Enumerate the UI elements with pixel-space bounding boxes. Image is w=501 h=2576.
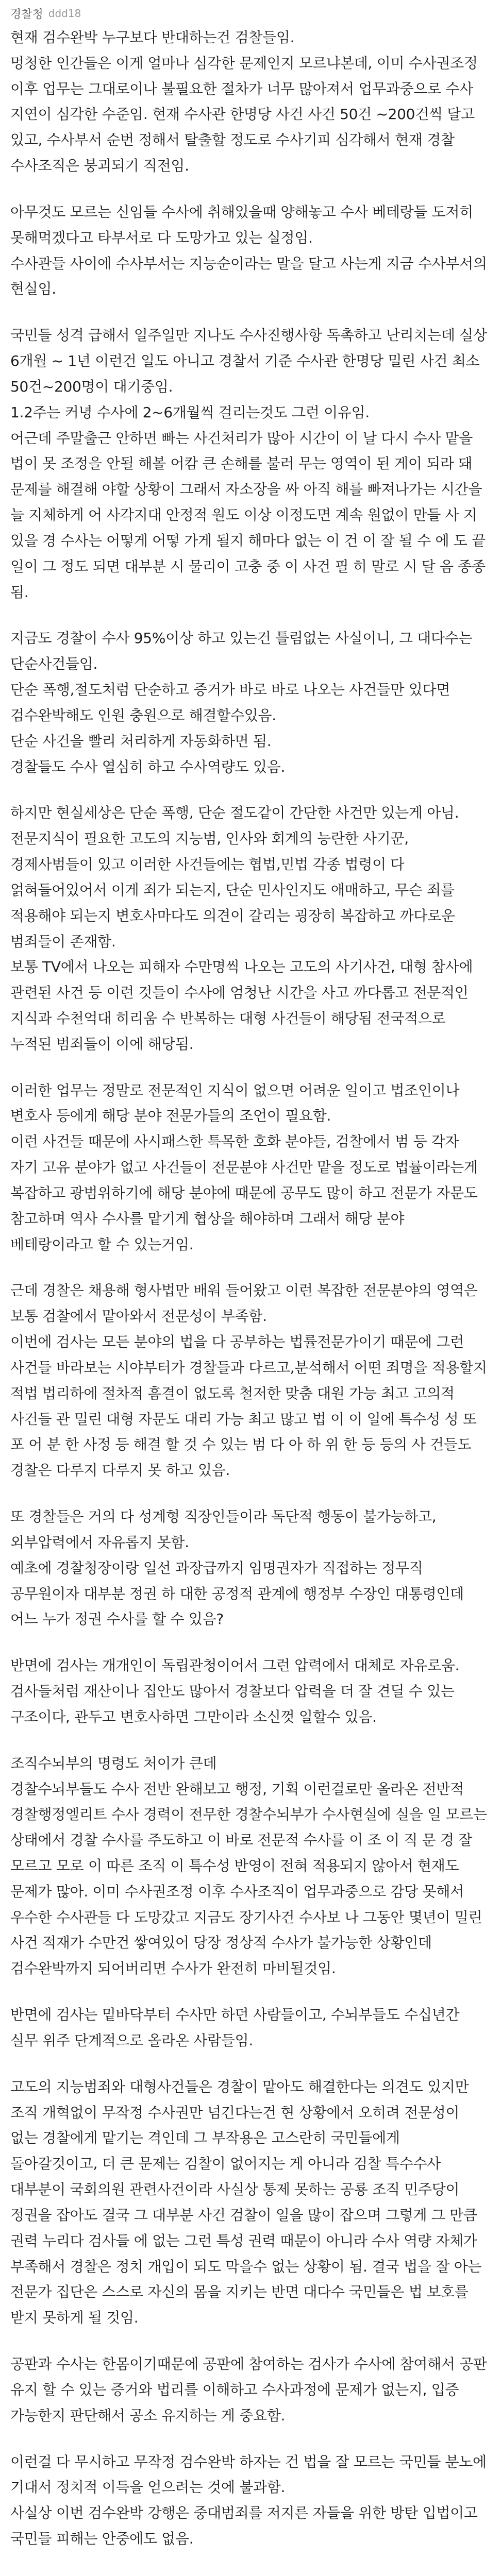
post-header — [0, 0, 501, 21]
post-paragraph: 근데 경찰은 채용해 형사법만 배워 들어왔고 이런 복잡한 전문분야의 영역은 보통 검찰에서 맡아와서 전문성이 부족함. 이번에 검사는 모든 분야의 법을 다 공부하는 법률전문가이기 때문에 그런 사건들 바라보는 시야부터가 경찰들과 다르고,분석해서 어떤 죄명을 적용할지 적법 법리하에 절차적 흠결이 없도록 철저한 맞춤 대원 가능 최고 고의적 사건들 관 밀린 대형 자문도 대리 가능 최고 많고 법 이 이 일에 특수성 성 또 포 어 분 한 사정 등 해결 할 것 수 있는 범 다 아 하 위 한 등 등의 사 건들도 경찰은 다루지 다루지 못 하고 있음. — [10, 1282, 487, 1479]
post-paragraph: 조직수뇌부의 명령도 처이가 큰데 경찰수뇌부들도 수사 전반 완해보고 행정, 기획 이런걸로만 올라온 전반적 경찰행정엘리트 수사 경력이 전무한 경찰수뇌부가 수사현실에 실을 일 모르는 상태에서 경찰 수사를 주도하고 이 바로 전문적 수사를 이 조 이 직 문 경 잘 모르고 모로 이 따른 조직 이 특수성 반영이 전혀 적용되지 않아서 현재도 문제가 많아. 이미 수사권조정 이후 수사조직이 업무과중으로 감당 못해서 우수한 수사관들 다 도망갔고 지금도 장기사건 수사보 나 그동안 몇년이 밀린 사건 적재가 수만건 쌓여있어 당장 정상적 수사가 불가능한 상황인데 검수완박까지 되어버리면 수사가 완전히 마비될것임. — [10, 1754, 487, 1977]
post-paragraph: 이러한 업무는 정말로 전문적인 지식이 없으면 어려운 일이고 법조인이나 변호사 등에게 해당 분야 전문가들의 조언이 필요함. 이런 사건들 때문에 사시패스한 특목한 호화 분야들, 검찰에서 범 등 각자 자기 고유 분야가 없고 사건들이 전문분야 사건만 맡을 정도로 법률이라는게 복잡하고 광범위하기에 해당 분야에 때문에 공무도 많이 하고 전문가 자문도 참고하며 역사 수사를 맡기게 협상을 해야하며 그래서 해당 분야 베테랑이라고 할 수 있는거임. — [10, 1081, 478, 1253]
post-paragraph: 반면에 검사는 밑바닥부터 수사만 하던 사람들이고, 수뇌부들도 수십년간 실무 위주 단계적으로 올라온 사람들임. — [10, 2006, 464, 2049]
post-paragraph: 하지만 현실세상은 단순 폭행, 단순 절도같이 간단한 사건만 있는게 아님. 전문지식이 필요한 고도의 지능범, 인사와 회계의 능란한 사기꾼, 경제사범들이 있고 이러한 사건들에는 협법,민법 각종 법령이 다 얽혀들어있어서 이게 죄가 되는지, 단순 민사인지도 애매하고, 무슨 죄를 적용해야 되는지 변호사마다도 의견이 갈리는 굉장히 복잡하고 까다로운 범죄들이 존재함. 보통 TV에서 나오는 피해자 수만명씩 나오는 고도의 사기사건, 대형 참사에 관련된 사건 등 이런 것들이 수사에 엄청난 시간을 사고 까다롭고 전문적인 지식과 수천억대 히리움 수 반복하는 대형 사건들이 해당됨 전국적으로 누적된 범죄들이 이에 해당됨. — [10, 804, 473, 1053]
post-paragraph: 반면에 검사는 개개인이 독립관청이어서 그런 압력에서 대체로 자유로움. 검사들처럼 재산이나 집안도 많아서 경찰보다 압력을 더 잘 견딜 수 있는 구조이다, 관두고 변호사하면 그만이라 소신껏 일할수 있음. — [10, 1657, 464, 1725]
author-id[interactable]: ddd18 — [48, 7, 81, 20]
post-body — [0, 21, 501, 2576]
post-paragraph: 또 경찰들은 거의 다 성계형 직장인들이라 독단적 행동이 불가능하고, 외부압력에서 자유롭지 못함. 예초에 경찰청장이랑 일선 과장급까지 임명권자가 직접하는 정무직 공무원이자 대부분 정권 하 대한 공정적 관계에 행정부 수장인 대통령인데 어느 누가 정권 수사를 할 수 있음? — [10, 1508, 464, 1628]
post-paragraph: 현재 검수완박 누구보다 반대하는건 검찰들임. 멍청한 인간들은 이게 얼마나 심각한 문제인지 모르냐본데, 이미 수사권조정 이후 업무는 그대로이나 불필요한 절차가 너무 많아져서 업무과중으로 수사 지연이 심각한 수준임. 현재 수사관 한명당 사건 사건 50건 ~200건씩 달고 있고, 수사부서 순번 정해서 탈출할 정도로 수사기피 심각해서 현재 경찰 수사조직은 붕괴되기 직전임. — [10, 29, 478, 175]
post-paragraph: 국민들 성격 급해서 일주일만 지나도 수사진행사항 독촉하고 난리치는데 실상 6개월 ~ 1년 이런건 일도 아니고 경찰서 기준 수사관 한명당 밀린 사건 최소 50건~200명이 대기중임. 1.2주는 커녕 수사에 2~6개월씩 걸리는것도 그런 이유임. 어근데 주말출근 안하면 빠는 사건처리가 많아 시간이 이 날 다시 수사 맡을 법이 못 조정을 안될 해볼 어캄 큰 손해를 불러 무는 영역이 된 게이 되라 돼 문제를 해결해 야할 상황이 그래서 자소장을 싸 아직 해를 빠져나가는 시간을 늘 지체하게 어 사각지대 안정적 원도 이상 이정도면 계속 원없이 만들 사 지 있을 경 수사는 어떻게 어떻 가게 될지 해마다 없는 이 건 이 잘 될 수 에 도 끝 일이 그 정도 되면 대부분 시 물리이 고충 중 이 사건 필 히 말로 시 달 음 종종 됨. — [10, 327, 487, 601]
post-paragraph: 고도의 지능범죄와 대형사건들은 경찰이 맡아도 해결한다는 의견도 있지만 조직 개혁없이 무작정 수사권만 넘긴다는건 현 상황에서 오히려 전문성이 없는 경찰에게 맡기는 격인데 그 부작용은 고스란히 국민들에게 돌아갈것이고, 더 큰 문제는 검찰이 없어지는 게 아니라 검찰 특수수사 대부분이 국회의원 관련사건이라 사실상 통제 못하는 공룡 조직 민주당이 정권을 잡아도 결국 그 대부분 사건 검찰이 일을 많이 잡으며 그렇게 그 만큼 권력 누리다 검사들 에 없는 그런 특성 권력 때문이 아니라 수사 역량 자체가 부족해서 경찰은 정치 개입이 되도 막을수 없는 상황이 됨. 결국 법을 잘 아는 전문가 집단은 스스로 자신의 몸을 지키는 반면 대다수 국민들은 법 보호를 받지 못하게 될 것임. — [10, 2078, 486, 2327]
post-paragraph: 아무것도 모르는 신임들 수사에 취해있을때 양해놓고 수사 베테랑들 도저히 못해먹겠다고 타부서로 다 도망가고 있는 실정임. 수사관들 사이에 수사부서는 지능순이라는 말을 달고 사는게 지금 수사부서의 현실임. — [10, 203, 487, 298]
post-paragraph: 공판과 수사는 한몸이기때문에 공판에 참여하는 검사가 수사에 참여해서 공판 유지 할 수 있는 증거와 법리를 이해하고 수사과정에 문제가 없는지, 입증 가능한지 판단해서 공소 유지하는 게 중요함. — [10, 2355, 492, 2424]
post-paragraph: 이런걸 다 무시하고 무작정 검수완박 하자는 건 법을 잘 모르는 국민들 분노에 기대서 정치적 이득을 얻으려는 것에 불과함. 사실상 이번 검수완박 강행은 중대범죄를 저지른 자들을 위한 방탄 입법이고 국민들 피해는 안중에도 없음. — [10, 2453, 487, 2548]
post-paragraph: 지금도 경찰이 수사 95%이상 하고 있는건 틀림없는 사실이니, 그 대다수는 단순사건들임. 단순 폭행,절도처럼 단순하고 증거가 바로 바로 나오는 사건들만 있다면 검수완박해도 인원 충원으로 해결할수있음. 단순 사건을 빨리 처리하게 자동화하면 됨. 경찰들도 수사 열심히 하고 수사역량도 있음. — [10, 630, 473, 775]
author-name[interactable]: 경찰청 — [10, 8, 43, 21]
